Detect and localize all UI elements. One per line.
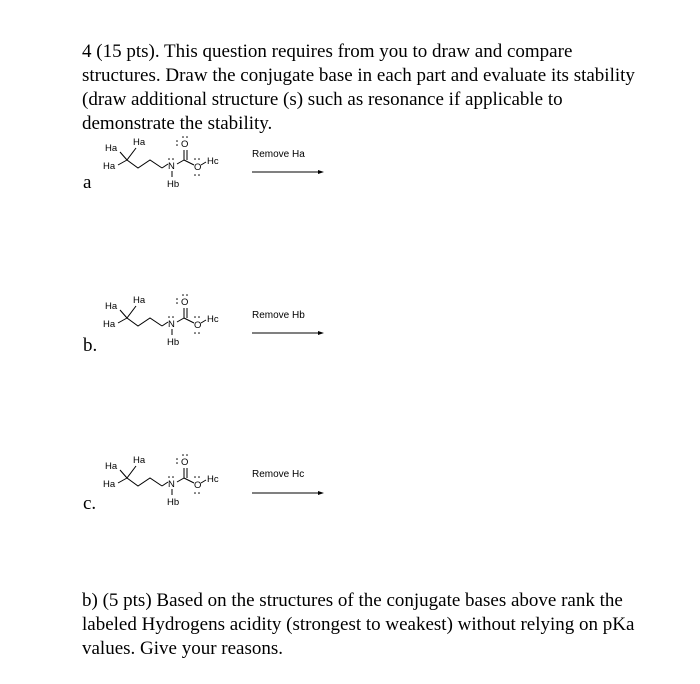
atom-o-ester: O <box>194 162 202 173</box>
atom-hc: Hc <box>207 156 219 167</box>
reagent-b-label: Remove Hb <box>252 310 305 321</box>
atom-ha-top: Ha <box>133 295 146 306</box>
reaction-arrow-c <box>252 490 324 496</box>
atom-ha-left2: Ha <box>103 319 116 330</box>
question-text: 4 (15 pts). This question requires from you to draw and compare structures. Draw the conjugate base in each part and evaluate its stability (draw additional structure (s) such as resonance if applicable to demonstrate the stability. <box>82 41 635 134</box>
atom-o-ester: O <box>194 320 202 331</box>
atom-hb: Hb <box>167 337 180 348</box>
atom-ha-left2: Ha <box>103 479 116 490</box>
part-c-label: c. <box>83 493 97 514</box>
atom-n: N <box>168 161 175 172</box>
reaction-arrow-b <box>252 330 324 336</box>
atom-o-ester: O <box>194 480 202 491</box>
atom-n: N <box>168 319 175 330</box>
atom-ha-left1: Ha <box>105 301 118 312</box>
question-b-text: b) (5 pts) Based on the structures of the conjugate bases above rank the labeled Hydrogens acidity (strongest to weakest) without relying on pKa values. Give your reasons. <box>82 590 635 659</box>
atom-n: N <box>168 479 175 490</box>
reaction-arrow-a <box>252 169 324 175</box>
structure-b <box>100 293 230 363</box>
atom-ha-top: Ha <box>133 137 146 148</box>
reagent-c-label: Remove Hc <box>252 469 305 480</box>
part-a-label: a <box>83 172 92 193</box>
structure-c <box>100 453 230 523</box>
atom-ha-left2: Ha <box>103 161 116 172</box>
atom-ha-left1: Ha <box>105 143 118 154</box>
structure-a <box>100 135 230 205</box>
atom-hb: Hb <box>167 179 180 190</box>
atom-o-carbonyl: O <box>181 457 189 468</box>
part-b-label: b. <box>83 335 98 356</box>
atom-hc: Hc <box>207 314 219 325</box>
reagent-a-label: Remove Ha <box>252 149 305 160</box>
atom-ha-top: Ha <box>133 455 146 466</box>
atom-hb: Hb <box>167 497 180 508</box>
atom-hc: Hc <box>207 474 219 485</box>
atom-o-carbonyl: O <box>181 139 189 150</box>
atom-ha-left1: Ha <box>105 461 118 472</box>
atom-o-carbonyl: O <box>181 297 189 308</box>
